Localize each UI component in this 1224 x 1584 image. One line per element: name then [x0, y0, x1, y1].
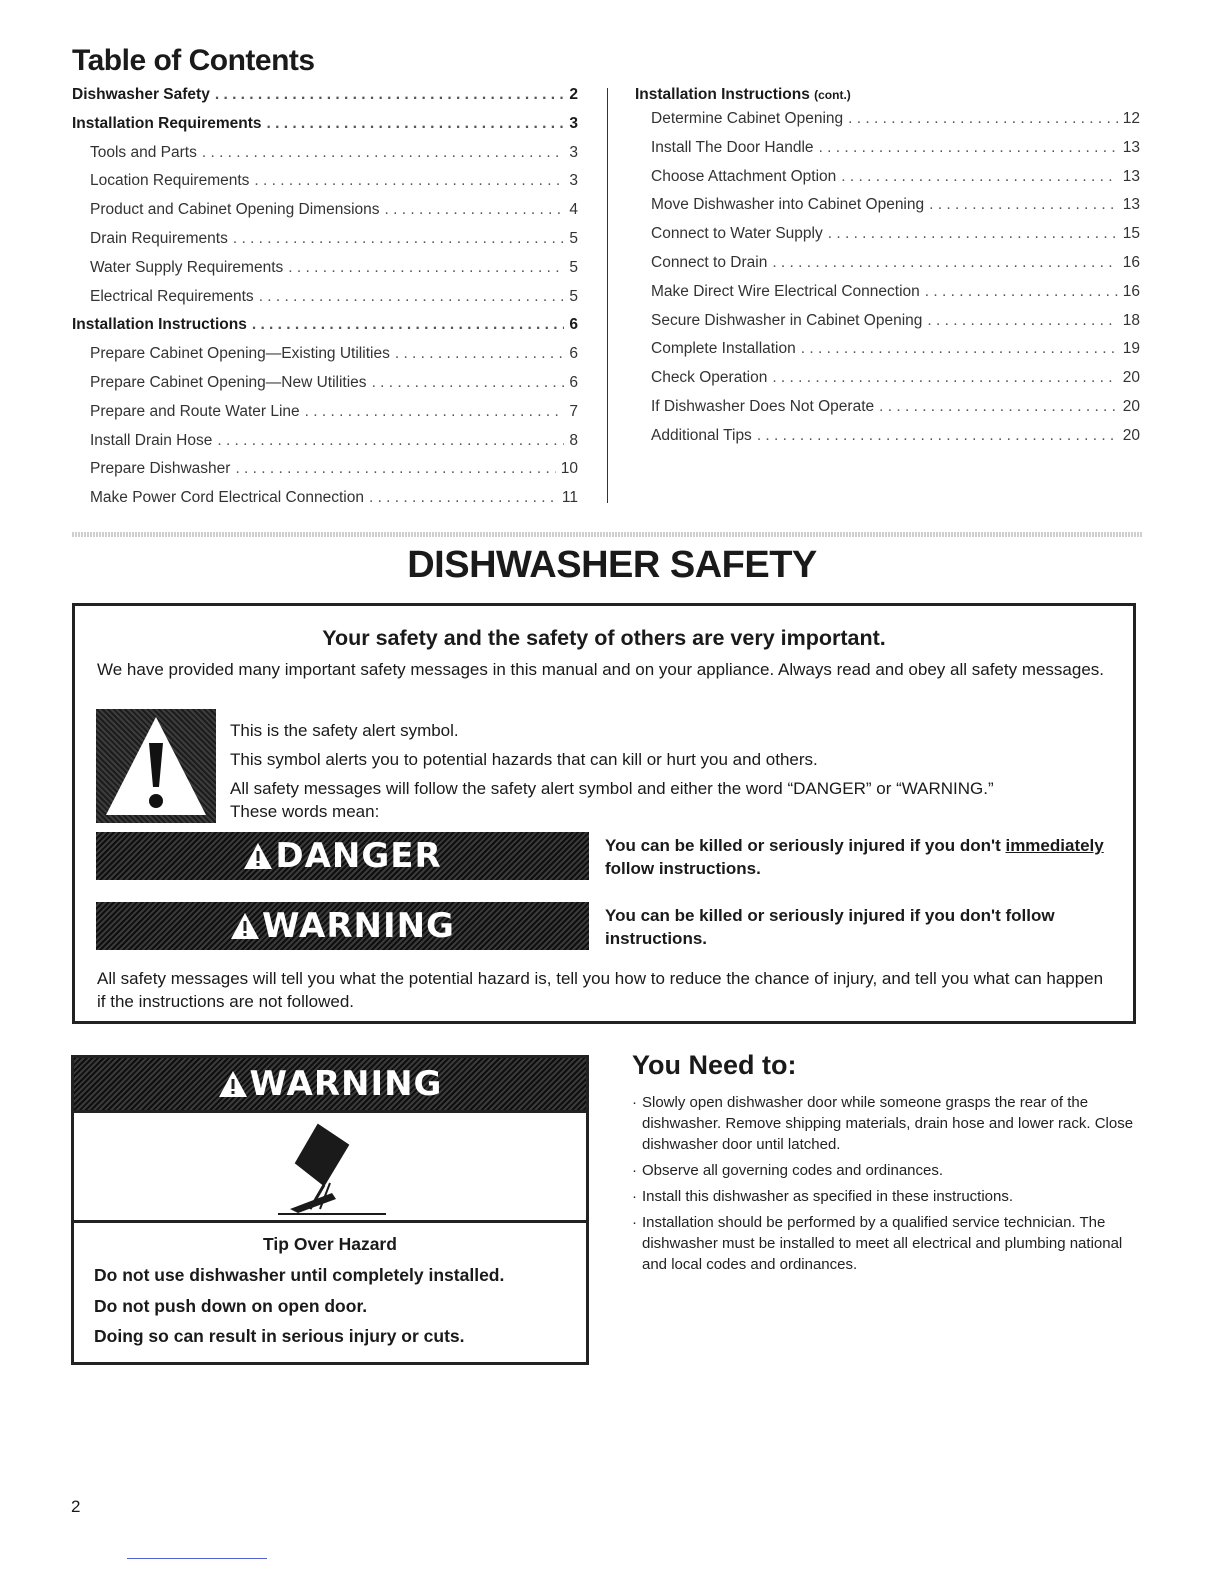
toc-entry-label: Connect to Drain	[651, 253, 768, 271]
alert-line: All safety messages will follow the safety alert symbol and either the word “DANGER” or “WARNING.”	[230, 779, 994, 798]
toc-entry-label: Determine Cabinet Opening	[651, 110, 844, 127]
toc-entry[interactable]	[72, 374, 578, 403]
toc-entry-page: 7	[569, 402, 578, 420]
tip-over-pictogram-area	[74, 1110, 586, 1223]
toc-left-column	[72, 86, 578, 518]
toc-entry[interactable]	[635, 168, 1140, 197]
safety-box-intro: We have provided many important safety messages in this manual and on your appliance. Always read and obey all safety messages.	[97, 660, 1105, 679]
toc-leader-dots	[757, 427, 1118, 445]
warning-triangle-icon	[243, 835, 273, 883]
toc-entry-page: 12	[1122, 110, 1140, 127]
toc-entry-page: 4	[569, 201, 578, 219]
footer-rule	[127, 1558, 267, 1559]
toc-entry[interactable]	[635, 110, 1140, 139]
toc-entry[interactable]	[635, 139, 1140, 168]
toc-entry-label: Water Supply Requirements	[90, 258, 284, 276]
toc-entry[interactable]	[72, 489, 578, 518]
toc-entry-page: 13	[1122, 138, 1140, 156]
you-need-to-heading: You Need to:	[632, 1050, 797, 1080]
toc-entry-page: 19	[1122, 340, 1140, 358]
toc-entry[interactable]	[635, 283, 1140, 312]
toc-section-heading	[635, 86, 1140, 110]
toc-entry-label: Complete Installation	[651, 340, 796, 358]
warning-triangle-icon	[218, 1061, 248, 1113]
alert-symbol-explanation	[230, 716, 1110, 823]
danger-meaning	[605, 834, 1130, 880]
safety-box-title: Your safety and the safety of others are very important.	[322, 626, 886, 650]
danger-signal-word: DANGER	[275, 836, 442, 876]
toc-leader-dots	[259, 288, 565, 306]
toc-entry-label: Electrical Requirements	[90, 287, 254, 305]
list-item: · Slowly open dishwasher door while someone grasps the rear of the dishwasher. Remove shipping materials, drain hose and lower rack. Close dishwasher door until latched.	[632, 1092, 1147, 1155]
toc-entry[interactable]	[72, 460, 578, 489]
toc-leader-dots	[819, 139, 1118, 157]
tip-over-warning-banner	[74, 1058, 586, 1110]
page-number: 2	[71, 1497, 81, 1516]
warning-meaning: You can be killed or seriously injured if you don't follow instructions.	[605, 906, 1055, 948]
toc-entry[interactable]	[635, 225, 1140, 254]
toc-entry-label: Make Direct Wire Electrical Connection	[651, 282, 920, 300]
toc-leader-dots	[929, 196, 1118, 214]
toc-entry-page: 2	[569, 86, 578, 103]
toc-entry-page: 16	[1122, 282, 1140, 300]
toc-right-column	[635, 86, 1140, 456]
tip-over-hazard-title: Tip Over Hazard	[263, 1234, 397, 1254]
toc-entry-page: 3	[569, 114, 578, 132]
toc-entry[interactable]	[635, 312, 1140, 341]
toc-entry[interactable]	[72, 172, 578, 201]
toc-entry[interactable]	[72, 86, 578, 115]
toc-entry-label: Check Operation	[651, 369, 768, 387]
warning-triangle-icon	[230, 905, 260, 953]
alert-line: This is the safety alert symbol.	[230, 721, 459, 740]
tip-over-instruction: Do not use dishwasher until completely installed.	[94, 1265, 505, 1285]
toc-entry-label: Prepare Cabinet Opening—New Utilities	[90, 373, 367, 391]
toc-entry[interactable]	[635, 427, 1140, 456]
toc-entry-page: 10	[560, 460, 578, 478]
toc-entry-label: Install Drain Hose	[90, 431, 213, 449]
toc-entry-label: Prepare Dishwasher	[90, 460, 231, 478]
toc-entry[interactable]	[635, 196, 1140, 225]
toc-entry-label: Additional Tips	[651, 426, 752, 444]
you-need-to-list	[632, 1092, 1147, 1280]
toc-entry-label: Secure Dishwasher in Cabinet Opening	[651, 311, 923, 329]
toc-entry[interactable]	[635, 398, 1140, 427]
toc-entry[interactable]	[72, 432, 578, 461]
toc-entry[interactable]	[72, 144, 578, 173]
toc-leader-dots	[202, 144, 565, 162]
toc-leader-dots	[369, 489, 557, 507]
toc-entry[interactable]	[72, 288, 578, 317]
tip-over-instruction: Do not push down on open door.	[94, 1296, 368, 1316]
toc-entry-label: Tools and Parts	[90, 143, 197, 161]
toc-section-heading-suffix: (cont.)	[814, 88, 851, 102]
toc-leader-dots	[925, 283, 1118, 301]
toc-entry[interactable]	[72, 115, 578, 144]
toc-entry[interactable]	[72, 259, 578, 288]
alert-line: These words mean:	[230, 802, 380, 821]
toc-entry-label: Installation Requirements	[72, 114, 262, 132]
toc-entry-page: 5	[569, 287, 578, 305]
toc-entry-page: 3	[569, 172, 578, 190]
toc-leader-dots	[288, 259, 564, 277]
toc-entry-page: 13	[1122, 196, 1140, 214]
toc-entry[interactable]	[72, 230, 578, 259]
toc-leader-dots	[372, 374, 565, 392]
toc-leader-dots	[801, 340, 1118, 358]
toc-leader-dots	[217, 432, 564, 450]
tip-over-signal-word: WARNING	[249, 1064, 443, 1104]
toc-entry-label: Connect to Water Supply	[651, 225, 823, 243]
toc-entry-page: 16	[1122, 253, 1140, 271]
danger-signal-banner	[96, 832, 589, 880]
tip-over-hazard-icon	[270, 1123, 390, 1218]
warning-signal-banner	[96, 902, 589, 950]
toc-leader-dots	[395, 345, 565, 363]
safety-alert-symbol-icon	[96, 709, 216, 823]
toc-entry-page: 5	[569, 258, 578, 276]
toc-entry[interactable]	[635, 340, 1140, 369]
safety-box-outro: All safety messages will tell you what the potential hazard is, tell you how to reduce the chance of injury, and tell you what can happen if the instructions are not followed.	[97, 969, 1104, 1011]
toc-leader-dots	[252, 316, 565, 334]
danger-meaning-emphasis: immediately	[1005, 836, 1104, 855]
toc-entry-label: Prepare and Route Water Line	[90, 402, 300, 420]
toc-entry[interactable]	[72, 316, 578, 345]
toc-entry-page: 20	[1122, 426, 1140, 444]
toc-column-divider	[607, 88, 608, 503]
toc-entry-page: 20	[1122, 397, 1140, 415]
toc-entry-label: Choose Attachment Option	[651, 167, 837, 185]
toc-entry-label: Make Power Cord Electrical Connection	[90, 489, 364, 507]
toc-leader-dots	[841, 168, 1117, 186]
toc-entry[interactable]	[635, 254, 1140, 283]
toc-entry-label: If Dishwasher Does Not Operate	[651, 397, 875, 415]
toc-entry-page: 3	[569, 143, 578, 161]
toc-entry-label: Install The Door Handle	[651, 138, 814, 156]
toc-entry-page: 6	[569, 316, 578, 334]
toc-entry-page: 6	[569, 345, 578, 363]
list-item: · Installation should be performed by a qualified service technician. The dishwasher must be installed to meet all electrical and plumbing national and local codes and ordinances.	[632, 1212, 1147, 1275]
toc-entry-label: Installation Instructions	[72, 316, 247, 334]
danger-meaning-text: You can be killed or seriously injured if you don't	[605, 836, 1006, 855]
toc-entry-page: 15	[1122, 225, 1140, 243]
toc-leader-dots	[235, 460, 555, 478]
toc-entry[interactable]	[635, 369, 1140, 398]
toc-leader-dots	[848, 110, 1118, 128]
toc-entry-page: 11	[561, 489, 578, 507]
toc-leader-dots	[305, 403, 565, 421]
toc-leader-dots	[266, 115, 564, 133]
toc-entry[interactable]	[72, 403, 578, 432]
toc-entry-label: Location Requirements	[90, 172, 250, 190]
warning-signal-word: WARNING	[262, 906, 455, 946]
toc-leader-dots	[772, 254, 1117, 272]
toc-leader-dots	[215, 86, 565, 104]
danger-meaning-text-end: follow instructions.	[605, 859, 761, 878]
section-separator-rule	[72, 532, 1142, 537]
toc-entry-label: Product and Cabinet Opening Dimensions	[90, 201, 380, 219]
toc-leader-dots	[233, 230, 565, 248]
toc-leader-dots	[879, 398, 1118, 416]
toc-entry-page: 18	[1122, 311, 1140, 329]
toc-section-heading-label: Installation Instructions	[635, 86, 810, 103]
tip-over-instruction: Doing so can result in serious injury or cuts.	[94, 1326, 465, 1346]
toc-entry-label: Move Dishwasher into Cabinet Opening	[651, 196, 925, 214]
toc-leader-dots	[254, 172, 564, 190]
toc-leader-dots	[828, 225, 1118, 243]
toc-title: Table of Contents	[72, 44, 315, 77]
toc-entry-label: Drain Requirements	[90, 229, 228, 247]
toc-leader-dots	[385, 201, 565, 219]
safety-info-box	[72, 603, 1136, 1024]
safety-section-heading: DISHWASHER SAFETY	[407, 544, 817, 586]
tip-over-warning-box	[71, 1055, 589, 1365]
list-item: · Install this dishwasher as specified in these instructions.	[632, 1186, 1147, 1207]
alert-line: This symbol alerts you to potential hazards that can kill or hurt you and others.	[230, 750, 818, 769]
toc-entry-page: 5	[569, 229, 578, 247]
toc-leader-dots	[772, 369, 1117, 387]
toc-entry-page: 8	[569, 431, 578, 449]
toc-entry-page: 20	[1122, 369, 1140, 387]
toc-entry[interactable]	[72, 201, 578, 230]
toc-entry-label: Dishwasher Safety	[72, 86, 210, 103]
toc-entry-page: 6	[569, 373, 578, 391]
toc-leader-dots	[927, 312, 1117, 330]
list-item: · Observe all governing codes and ordinances.	[632, 1160, 1147, 1181]
toc-entry[interactable]	[72, 345, 578, 374]
toc-entry-page: 13	[1122, 167, 1140, 185]
toc-entry-label: Prepare Cabinet Opening—Existing Utilities	[90, 345, 390, 363]
